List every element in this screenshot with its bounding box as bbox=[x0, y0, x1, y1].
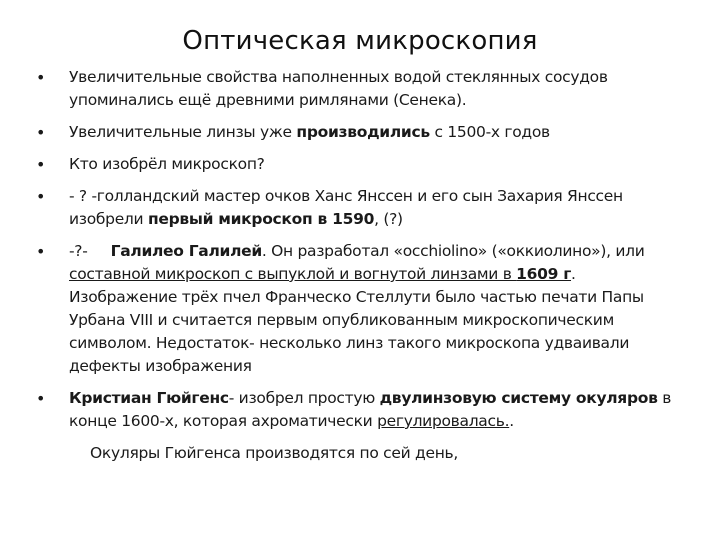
item-text-bold-underlined: 1609 г bbox=[516, 265, 572, 283]
bullet-item-3 bbox=[36, 153, 686, 176]
item-text-bold: Галилео Галилей bbox=[110, 242, 262, 260]
footer-line: Окуляры Гюйгенса производятся по сей день, bbox=[90, 444, 458, 462]
item-text: Увеличительные линзы уже bbox=[69, 123, 297, 141]
item-text-bold: производились bbox=[296, 123, 430, 141]
item-text: . Он разработал «occhiolino» («оккиолино»), или bbox=[261, 242, 645, 260]
bullet-item-2 bbox=[36, 121, 686, 144]
bullet-item-6 bbox=[36, 387, 686, 433]
item-text: Кто изобрёл микроскоп? bbox=[69, 155, 265, 173]
item-text: -?- bbox=[69, 242, 111, 260]
item-text: , (?) bbox=[374, 210, 403, 228]
item-text: в конце 1600-х, которая ахроматически bbox=[69, 389, 672, 430]
bullet-item-1 bbox=[36, 66, 686, 112]
item-text: - ? -голландский мастер очков Ханс Янссен и его сын Захария Янссен изобрели bbox=[69, 187, 623, 228]
bullet-icon: • bbox=[36, 68, 46, 87]
bullet-icon: • bbox=[36, 187, 46, 206]
bullet-icon: • bbox=[36, 389, 46, 408]
item-text: . Изображение трёх пчел Франческо Стеллути было частью печати Папы Урбана VIII и считается первым опубликованным микроскопическим символом. Недостаток- несколько линз такого микроскопа удваивали дефекты изображения bbox=[69, 265, 644, 375]
item-text-underlined: регулировалась. bbox=[377, 412, 510, 430]
item-text-underlined: составной микроскоп с выпуклой и вогнутой линзами в bbox=[69, 265, 517, 283]
item-text-bold: Кристиан Гюйгенс bbox=[69, 389, 229, 407]
item-text: - изобрел простую bbox=[228, 389, 380, 407]
bullet-icon: • bbox=[36, 242, 46, 261]
slide-title: Оптическая микроскопия bbox=[182, 26, 538, 56]
slide-content bbox=[36, 66, 686, 465]
bullet-icon: • bbox=[36, 123, 46, 142]
bullet-item-5 bbox=[36, 240, 686, 378]
bullet-item-4 bbox=[36, 185, 686, 231]
item-text: с 1500-х годов bbox=[429, 123, 550, 141]
item-text-bold: двулинзовую систему окуляров bbox=[379, 389, 658, 407]
item-text-bold: первый микроскоп в 1590 bbox=[147, 210, 375, 228]
item-text: . bbox=[509, 412, 514, 430]
bullet-icon: • bbox=[36, 155, 46, 174]
item-text: Увеличительные свойства наполненных водой стеклянных сосудов упоминались ещё древними римлянами (Сенека). bbox=[69, 68, 608, 109]
